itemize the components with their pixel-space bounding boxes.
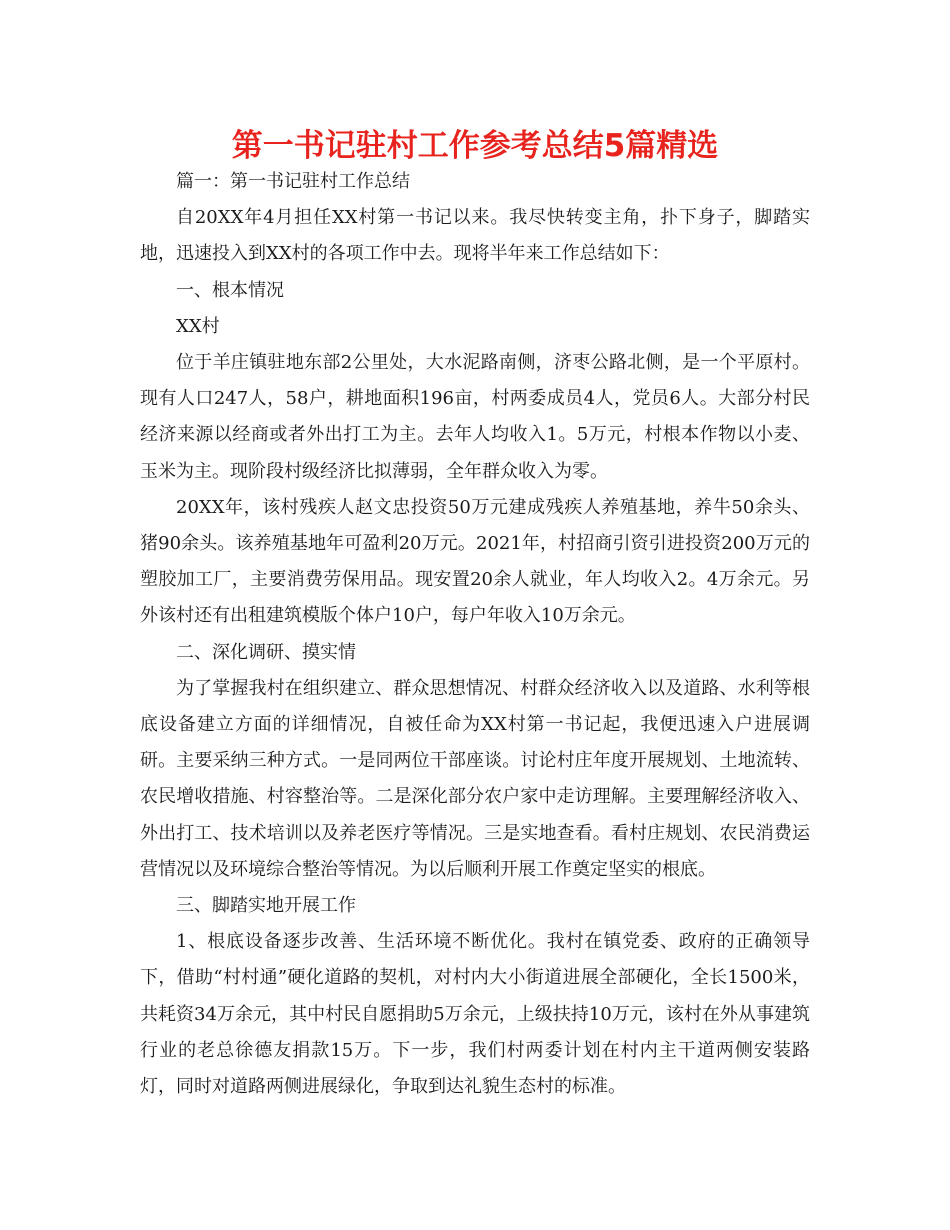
paragraph-heading-work: 三、脚踏实地开展工作 [176,895,356,917]
document-title: 第一书记驻村工作参考总结5篇精选 [231,128,719,164]
paragraph-infrastructure: 1、根底设备逐步改善、生活环境不断优化。我村在镇党委、政府的正确领导下，借助“村村通”硬化道路的契机，对村内大小街道进展全部硬化，全长1500米，共耗资34万余元，其中村民自愿捐助5万余元，上级扶持10万元，该村在外从事建筑行业的老总徐德友捐款15万。下一步，我们村两委计划在村内主干道两侧安装路灯，同时对道路两侧进展绿化，争取到达礼貌生态村的标准。 [140,931,810,1098]
paragraph-heading-research: 二、深化调研、摸实情 [176,641,356,663]
paragraph-section-heading: 篇一：第一书记驻村工作总结 [176,171,410,192]
paragraph-heading-basic: 一、根本情况 [176,279,284,301]
document-body [140,164,810,1105]
paragraph-village-name: XX村 [176,315,220,337]
paragraph-research: 为了掌握我村在组织建立、群众思想情况、村群众经济收入以及道路、水利等根底设备建立方面的详细情况，自被任命为XX村第一书记起，我便迅速入户进展调研。主要采纳三种方式。一是同两位干部座谈。讨论村庄年度开展规划、土地流转、农民增收措施、村容整治等。二是深化部分农户家中走访理解。主要理解经济收入、外出打工、技术培训以及养老医疗等情况。三是实地查看。看村庄规划、农民消费运营情况以及环境综合整治等情况。为以后顺利开展工作奠定坚实的根底。 [140,677,810,880]
paragraph-intro: 自20XX年4月担任XX村第一书记以来。我尽快转变主角，扑下身子，脚踏实地，迅速投入到XX村的各项工作中去。现将半年来工作总结如下： [140,207,810,265]
paragraph-village-info: 位于羊庄镇驻地东部2公里处，大水泥路南侧，济枣公路北侧，是一个平原村。现有人口247人，58户，耕地面积196亩，村两委成员4人，党员6人。大部分村民经济来源以经商或者外出打工为主。去年人均收入1。5万元，村根本作物以小麦、玉米为主。现阶段村级经济比拟薄弱，全年群众收入为零。 [140,352,810,482]
paragraph-economy: 20XX年，该村残疾人赵文忠投资50万元建成残疾人养殖基地，养牛50余头、猪90余头。该养殖基地年可盈利20万元。2021年，村招商引资引进投资200万元的塑胶加工厂，主要消费劳保用品。现安置20余人就业，年人均收入2。4万余元。另外该村还有出租建筑模版个体户10户，每户年收入10万余元。 [140,496,810,627]
